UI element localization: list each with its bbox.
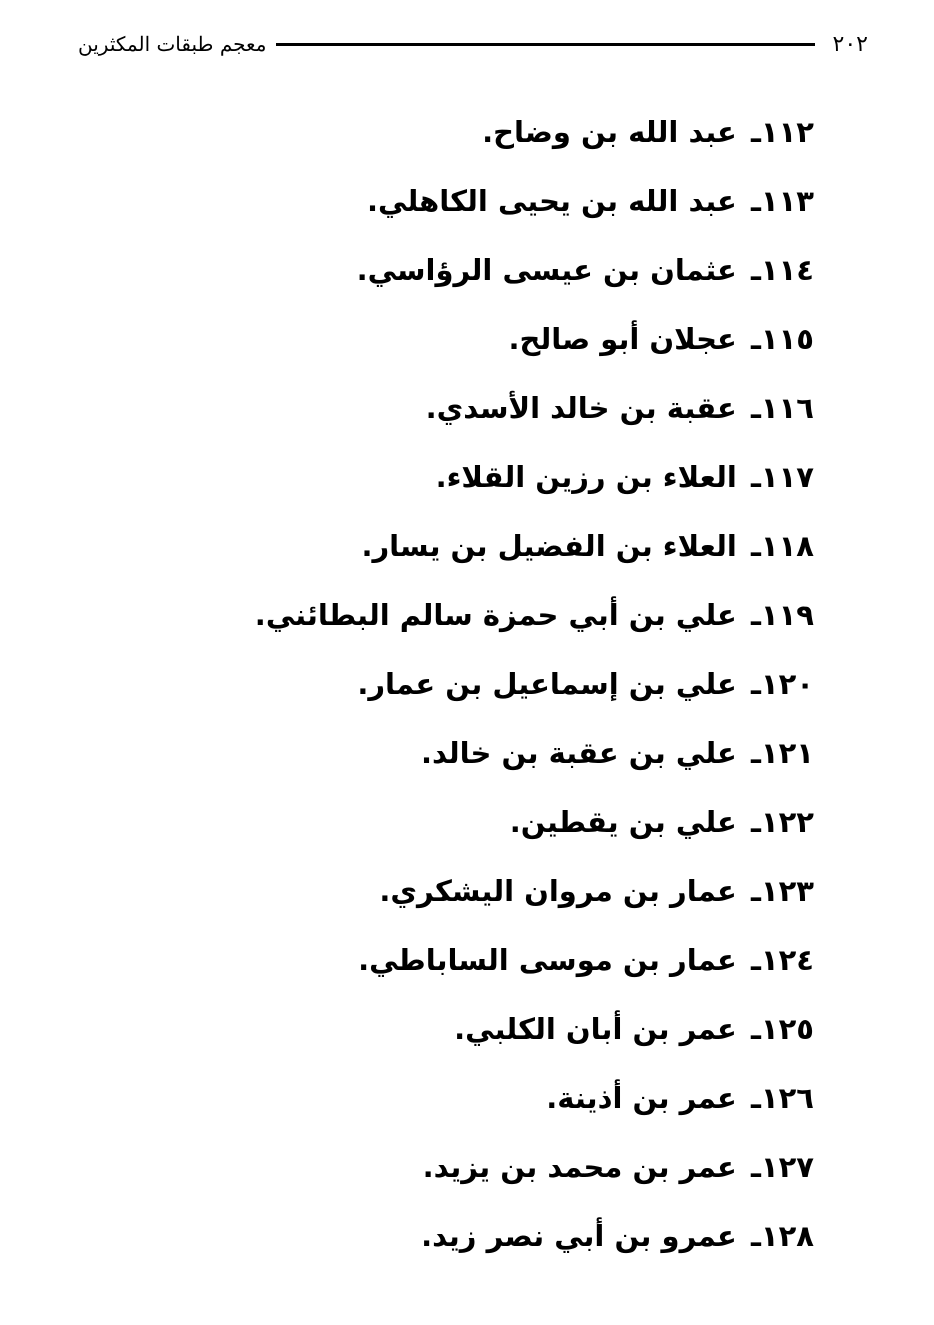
entry-number: ١١٣ xyxy=(760,184,814,218)
list-item xyxy=(214,857,814,926)
entry-separator: ـ xyxy=(750,943,761,977)
entry-name: عثمان بن عيسى الرؤاسي. xyxy=(356,253,737,287)
entry-name: عمر بن أذينة. xyxy=(546,1081,737,1115)
list-item xyxy=(214,581,814,650)
entry-separator: ـ xyxy=(750,115,761,149)
list-item xyxy=(214,650,814,719)
entry-separator: ـ xyxy=(750,460,761,494)
entry-name: عبد الله بن وضاح. xyxy=(482,115,737,149)
entry-separator: ـ xyxy=(750,874,761,908)
entry-separator: ـ xyxy=(750,253,761,287)
entry-separator: ـ xyxy=(750,1012,761,1046)
list-item xyxy=(214,719,814,788)
entry-number: ١١٨ xyxy=(760,529,814,563)
entry-name: علي بن أبي حمزة سالم البطائني. xyxy=(254,598,737,632)
entry-number: ١١٥ xyxy=(760,322,814,356)
entry-name: عمار بن مروان اليشكري. xyxy=(379,874,737,908)
entry-separator: ـ xyxy=(750,1219,761,1253)
list-item xyxy=(214,374,814,443)
list-item xyxy=(214,926,814,995)
list-item xyxy=(214,98,814,167)
entry-separator: ـ xyxy=(750,598,761,632)
entry-name: عمر بن أبان الكلبي. xyxy=(454,1012,737,1046)
entry-number: ١١٤ xyxy=(760,253,814,287)
entry-name: علي بن يقطين. xyxy=(509,805,737,839)
entry-name: عقبة بن خالد الأسدي. xyxy=(425,391,737,425)
list-item xyxy=(214,167,814,236)
list-item xyxy=(214,788,814,857)
entry-separator: ـ xyxy=(750,1081,761,1115)
entry-number: ١٢٦ xyxy=(760,1081,814,1115)
running-title: معجم طبقات المكثرين xyxy=(78,32,267,56)
entry-name: عمرو بن أبي نصر زيد. xyxy=(421,1219,737,1253)
entry-number: ١٢٢ xyxy=(760,805,814,839)
entry-number: ١١٧ xyxy=(760,460,814,494)
entry-separator: ـ xyxy=(750,667,761,701)
list-item xyxy=(214,443,814,512)
entry-number: ١٢٧ xyxy=(760,1150,814,1184)
entry-separator: ـ xyxy=(750,322,761,356)
header-rule xyxy=(276,43,814,46)
entry-separator: ـ xyxy=(750,184,761,218)
list-item xyxy=(214,236,814,305)
entry-number: ١٢٣ xyxy=(760,874,814,908)
narrator-list xyxy=(214,98,814,1271)
entry-separator: ـ xyxy=(750,529,761,563)
entry-name: علي بن عقبة بن خالد. xyxy=(420,736,737,770)
entry-number: ١٢١ xyxy=(760,736,814,770)
entry-name: العلاء بن الفضيل بن يسار. xyxy=(361,529,737,563)
entry-separator: ـ xyxy=(750,391,761,425)
list-item xyxy=(214,995,814,1064)
entry-name: عمار بن موسى الساباطي. xyxy=(358,943,737,977)
page-number: ٢٠٢ xyxy=(832,31,868,57)
entry-name: العلاء بن رزين القلاء. xyxy=(435,460,737,494)
entry-separator: ـ xyxy=(750,805,761,839)
entry-separator: ـ xyxy=(750,736,761,770)
entry-number: ١١٦ xyxy=(760,391,814,425)
list-item xyxy=(214,1133,814,1202)
list-item xyxy=(214,305,814,374)
entry-number: ١٢٤ xyxy=(760,943,814,977)
list-item xyxy=(214,512,814,581)
entry-name: عبد الله بن يحيى الكاهلي. xyxy=(366,184,737,218)
list-item xyxy=(214,1202,814,1271)
entry-number: ١١٩ xyxy=(760,598,814,632)
entry-number: ١٢٠ xyxy=(760,667,814,701)
entry-separator: ـ xyxy=(750,1150,761,1184)
list-item xyxy=(214,1064,814,1133)
entry-name: عمر بن محمد بن يزيد. xyxy=(422,1150,737,1184)
entry-number: ١١٢ xyxy=(760,115,814,149)
entry-number: ١٢٨ xyxy=(760,1219,814,1253)
entry-number: ١٢٥ xyxy=(760,1012,814,1046)
entry-name: علي بن إسماعيل بن عمار. xyxy=(357,667,737,701)
entry-name: عجلان أبو صالح. xyxy=(508,322,737,356)
page-header xyxy=(78,24,868,64)
